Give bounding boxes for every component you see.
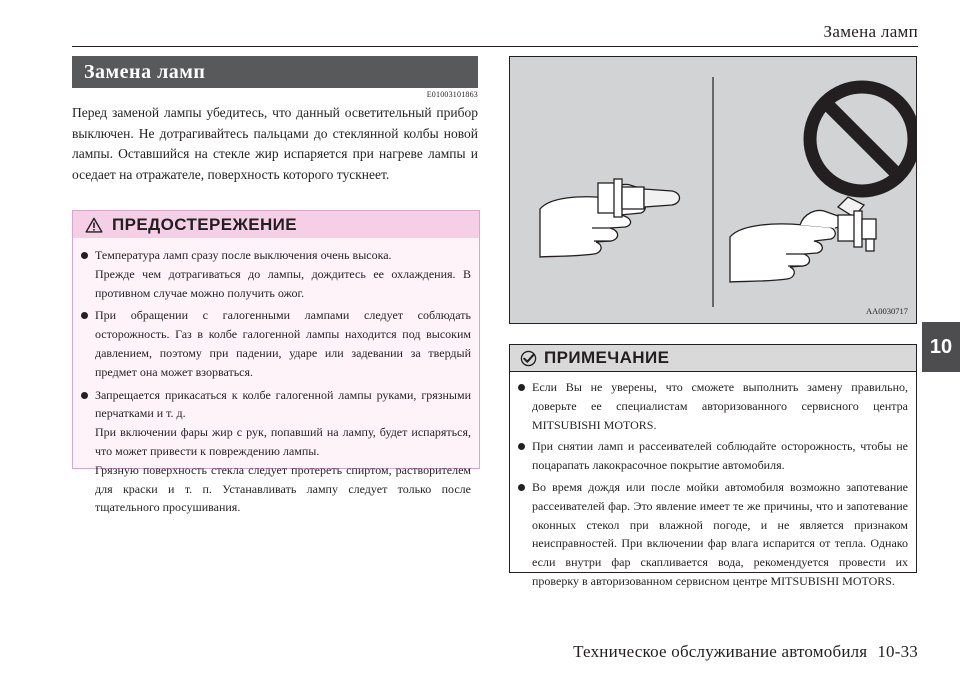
note-title: ПРИМЕЧАНИЕ bbox=[544, 348, 670, 367]
hand-holding-base-icon bbox=[730, 211, 842, 282]
warning-header bbox=[73, 211, 479, 238]
figure-code: AA0030717 bbox=[865, 306, 908, 316]
warning-line: Прежде чем дотрагиваться до лампы, дождитесь ее охлаждения. В противном случае можно получить ожог. bbox=[95, 266, 471, 300]
note-item bbox=[518, 378, 908, 434]
section-code: E01003101863 bbox=[426, 90, 478, 99]
warning-line: При включении фары жир с рук, попавший на лампу, будет испаряться, что может привести к повреждению лампы. bbox=[95, 425, 471, 458]
note-item bbox=[518, 478, 908, 591]
warning-title: ПРЕДОСТЕРЕЖЕНИЕ bbox=[112, 214, 298, 234]
warning-box bbox=[72, 210, 480, 515]
bulb-handling-illustration bbox=[510, 57, 916, 323]
note-text: При снятии ламп и рассеивателей соблюдайте осторожность, чтобы не поцарапать лакокрасочное покрытие автомобиля. bbox=[532, 439, 908, 473]
warning-triangle-icon bbox=[85, 217, 103, 233]
section-title-bar bbox=[72, 56, 478, 88]
prohibition-icon bbox=[810, 87, 914, 191]
warning-item bbox=[81, 306, 471, 381]
bullet-icon bbox=[518, 384, 525, 391]
running-header-title: Замена ламп bbox=[823, 22, 918, 41]
page-number: 10-33 bbox=[877, 642, 918, 661]
bulb-handling-figure bbox=[509, 56, 917, 324]
note-box bbox=[509, 344, 917, 588]
note-header bbox=[510, 345, 916, 372]
bullet-icon bbox=[81, 392, 88, 399]
checkmark-icon bbox=[520, 350, 537, 367]
warning-line: Запрещается прикасаться к колбе галогенной лампы руками, грязными перчатками и т. д. bbox=[95, 387, 471, 421]
bullet-icon bbox=[81, 252, 88, 259]
bullet-icon bbox=[81, 312, 88, 319]
warning-line: Грязную поверхность стекла следует протереть спиртом, растворителем для краски и т. п. Устанавливать лампу следует только после тщательного просушивания. bbox=[95, 462, 471, 515]
warning-list bbox=[73, 238, 479, 517]
note-text: Если Вы не уверены, что сможете выполнить замену правильно, доверьте ее специалистам авторизованного сервисного центра MITSUBISHI MOTORS. bbox=[532, 380, 908, 432]
warning-line: Температура ламп сразу после выключения очень высока. bbox=[95, 248, 392, 262]
note-text: Во время дождя или после мойки автомобиля возможно запотевание рассеивателей фар. Это явление имеет те же причины, что и запотевание оконных стекол при влажной погоде, и не является признаком неисправностей. При включении фар влага испарится от тепла. Однако если внутри фар скапливается вода, рекомендуется провести их проверку в авторизованном сервисном центре MITSUBISHI MOTORS. bbox=[532, 479, 908, 588]
bullet-icon bbox=[518, 484, 525, 491]
section-title: Замена ламп bbox=[84, 60, 206, 83]
halogen-bulb-icon bbox=[838, 197, 876, 251]
warning-line: При обращении с галогенными лампами следует соблюдать осторожность. Газ в колбе галогенной лампы находится под высоким давлением, поэтому при падении, ударе или задевании за твердый предмет она может взорваться. bbox=[95, 308, 471, 379]
note-item bbox=[518, 437, 908, 475]
page-footer bbox=[573, 642, 918, 662]
header-rule bbox=[72, 46, 918, 47]
intro-paragraph: Перед заменой лампы убедитесь, что данный осветительный прибор выключен. Не дотрагивайтесь пальцами до стеклянной колбы новой лампы. Оставшийся на стекле жир испаряется при нагреве лампы и оседает на отражателе, поверхность которого тускнеет. bbox=[72, 105, 478, 182]
warning-item bbox=[81, 386, 471, 518]
note-list bbox=[510, 372, 916, 591]
footer-chapter-title: Техническое обслуживание автомобиля bbox=[573, 642, 868, 661]
bullet-icon bbox=[518, 443, 525, 450]
warning-item bbox=[81, 246, 471, 302]
chapter-tab: 10 bbox=[922, 322, 960, 372]
